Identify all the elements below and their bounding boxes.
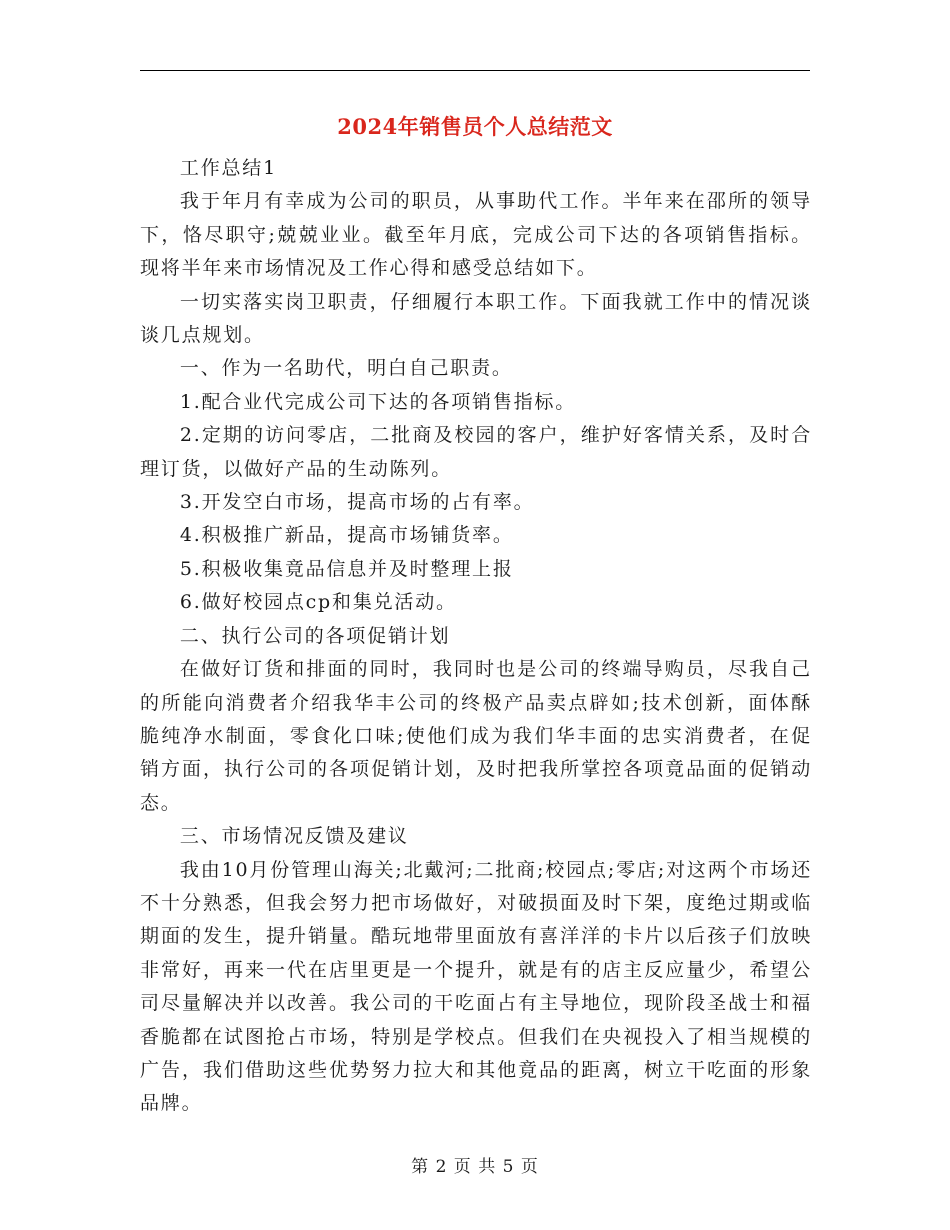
- list-item: 1.配合业代完成公司下达的各项销售指标。: [179, 390, 577, 413]
- paragraph-section-heading: 工作总结1: [179, 157, 277, 179]
- document-title: 2024年销售员个人总结范文: [337, 114, 613, 139]
- paragraph-heading: 三、市场情况反馈及建议: [179, 825, 409, 848]
- paragraph: 在做好订货和排面的同时，我同时也是公司的终端导购员，尽我自己的所能向消费者介绍我华丰公司的终极产品卖点辟如;技术创新，面体酥脆纯净水制面，零食化口味;使他们成为我们华丰面的忠实消费者，在促销方面，执行公司的各项促销计划，及时把我所掌控各项竟品面的促销动态。: [140, 658, 812, 814]
- list-item: 3.开发空白市场，提高市场的占有率。: [179, 491, 535, 514]
- paragraph: 我于年月有幸成为公司的职员，从事助代工作。半年来在邵所的领导下，恪尽职守;兢兢业业。截至年月底，完成公司下达的各项销售指标。现将半年来市场情况及工作心得和感受总结如下。: [140, 190, 812, 280]
- page-footer: 第 2 页 共 5 页: [411, 1157, 539, 1177]
- paragraph-heading: 二、执行公司的各项促销计划: [179, 624, 451, 647]
- list-item: 2.定期的访问零店，二批商及校园的客户，维护好客情关系，及时合理订货，以做好产品的生动陈列。: [140, 424, 812, 480]
- list-item: 5.积极收集竟品信息并及时整理上报: [179, 557, 514, 580]
- document-body: [140, 152, 812, 1121]
- list-item: 6.做好校园点cp和集兑活动。: [179, 591, 457, 614]
- list-item: 4.积极推广新品，提高市场铺货率。: [179, 524, 514, 547]
- header-rule: [140, 70, 810, 71]
- paragraph: 一切实落实岗卫职责，仔细履行本职工作。下面我就工作中的情况谈谈几点规划。: [140, 290, 812, 347]
- paragraph-heading: 一、作为一名助代，明白自己职责。: [179, 357, 513, 380]
- paragraph: 我由10月份管理山海关;北戴河;二批商;校园点;零店;对这两个市场还不十分熟悉，但我会努力把市场做好，对破损面及时下架，度绝过期或临期面的发生，提升销量。酷玩地带里面放有喜洋洋的卡片以后孩子们放映非常好，再来一代在店里更是一个提升，就是有的店主反应量少，希望公司尽量解决并以改善。我公司的干吃面占有主导地位，现阶段圣战士和福香脆都在试图抢占市场，特别是学校点。但我们在央视投入了相当规模的广告，我们借助这些优势努力拉大和其他竟品的距离，树立干吃面的形象品牌。: [140, 858, 812, 1115]
